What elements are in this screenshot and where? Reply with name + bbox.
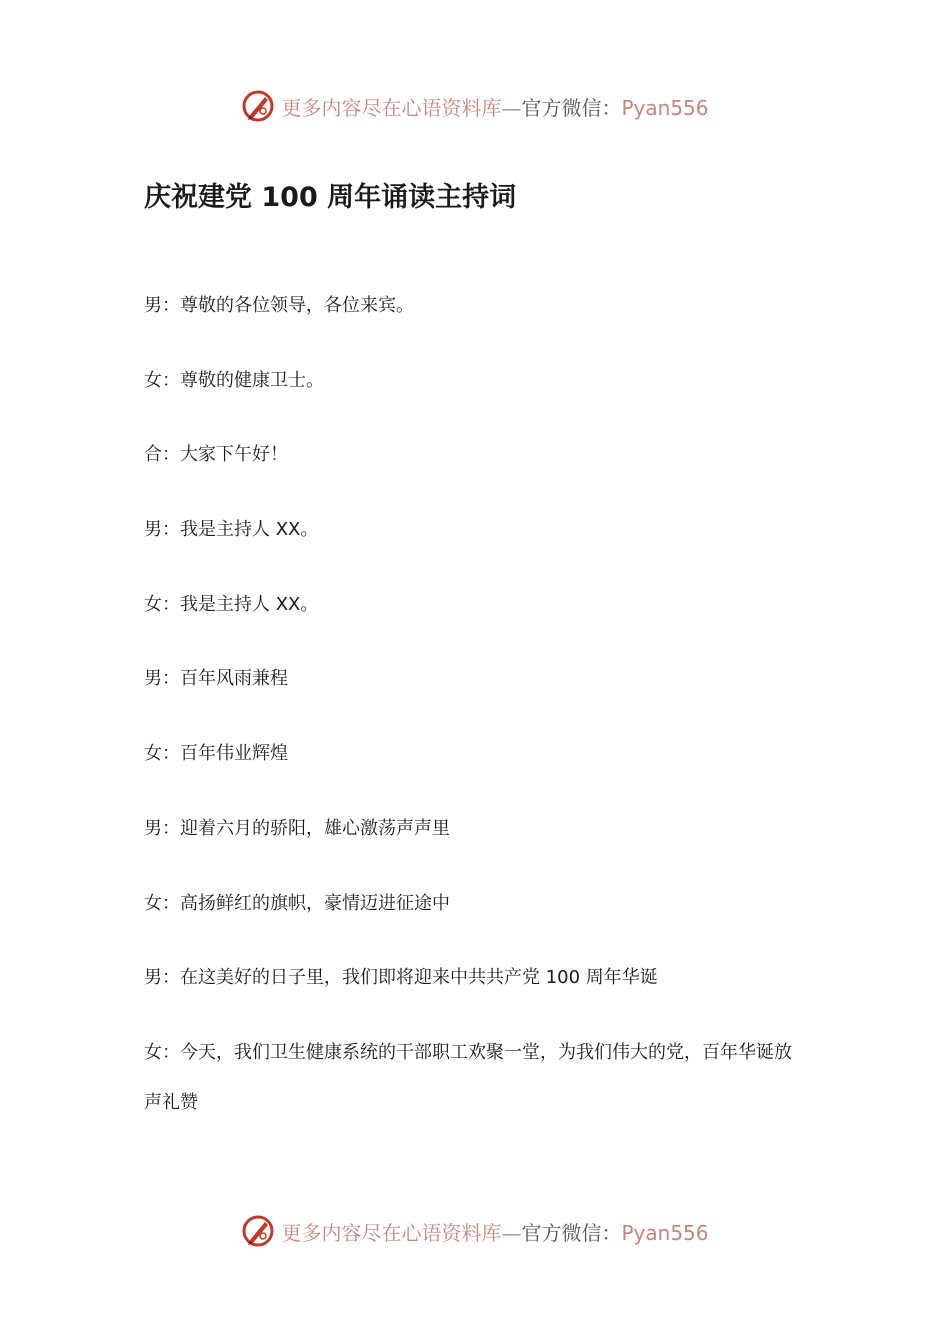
script-line: 女：尊敬的健康卫士。 (144, 369, 324, 391)
script-line: 女：高扬鲜红的旗帜，豪情迈进征途中 (144, 892, 450, 914)
pen-logo-icon (241, 89, 275, 123)
footer-banner (0, 1209, 950, 1253)
script-lines (144, 288, 804, 1167)
wechat-label: 官方微信： (521, 95, 622, 120)
header-banner (0, 84, 950, 128)
banner-dash: — (501, 1220, 522, 1245)
script-line: 女：百年伟业辉煌 (144, 743, 288, 765)
promo-text: 更多内容尽在心语资料库 (281, 95, 502, 120)
script-line: 男：百年风雨兼程 (144, 668, 288, 690)
wechat-label: 官方微信： (521, 1220, 622, 1245)
promo-text: 更多内容尽在心语资料库 (281, 1220, 502, 1245)
script-line: 男：我是主持人 XX。 (144, 519, 319, 541)
script-line: 男：尊敬的各位领导，各位来宾。 (144, 295, 414, 316)
pen-logo-icon (241, 1214, 275, 1248)
wechat-handle: Pyan556 (621, 1220, 709, 1245)
script-line: 男：在这美好的日子里，我们即将迎来中共共产党 100 周年华诞 (144, 967, 658, 989)
wechat-handle: Pyan556 (621, 95, 709, 120)
script-line: 女：我是主持人 XX。 (144, 593, 319, 615)
page-title: 庆祝建党 100 周年诵读主持词 (144, 182, 517, 213)
banner-dash: — (501, 95, 522, 120)
script-line: 女：今天，我们卫生健康系统的干部职工欢聚一堂，为我们伟大的党，百年华诞放声礼赞 (144, 1041, 792, 1113)
script-line: 男：迎着六月的骄阳，雄心激荡声声里 (144, 817, 450, 839)
script-line: 合：大家下午好！ (144, 444, 288, 466)
